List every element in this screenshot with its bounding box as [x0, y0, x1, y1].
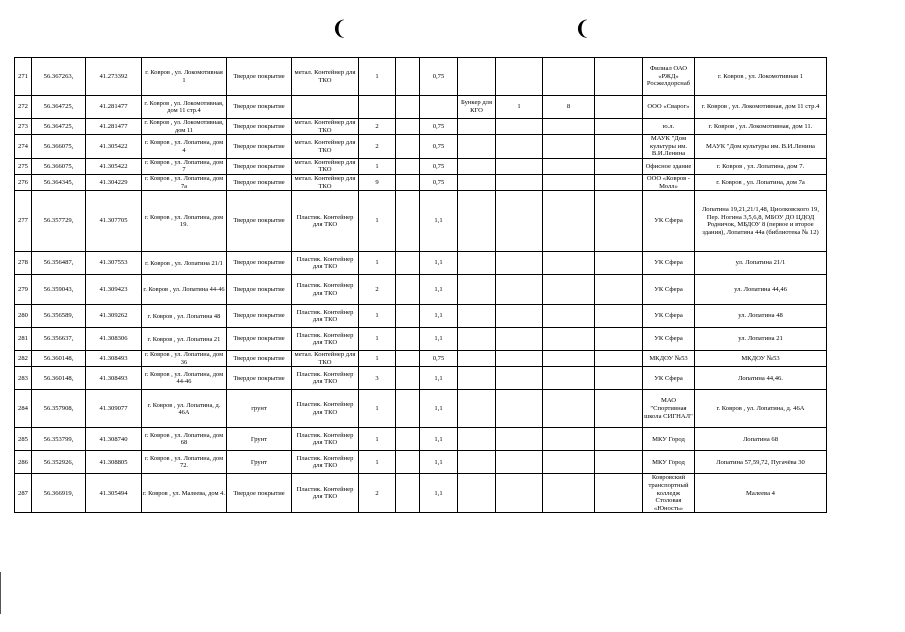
- row-number: 272: [15, 96, 32, 119]
- bunker-type-cell: [458, 191, 496, 252]
- waste-source-cell: МКДОУ №53: [695, 351, 827, 367]
- row-number: 273: [15, 119, 32, 135]
- bunker-volume-cell: [543, 351, 595, 367]
- address-cell: г. Ковров , ул. Локомотивная, дом 11 стр.4: [142, 96, 227, 119]
- bunker-type-cell: [458, 474, 496, 513]
- row-number: 277: [15, 191, 32, 252]
- latitude-cell: 56.367263,: [32, 58, 86, 96]
- empty-cell: [595, 474, 643, 513]
- table-row: [15, 451, 827, 474]
- container-volume-cell: 1,1: [420, 474, 458, 513]
- waste-source-cell: г. Ковров , ул. Локомотивная, дом 11 стр.4: [695, 96, 827, 119]
- waste-source-cell: г. Ковров , ул. Лопатина, д. 46А: [695, 390, 827, 428]
- owner-cell: Офисное здание: [643, 158, 695, 174]
- longitude-cell: 41.307553: [86, 252, 142, 275]
- owner-cell: УК Сфера: [643, 367, 695, 390]
- container-count-cell: 2: [359, 119, 396, 135]
- owner-cell: МКУ Город: [643, 451, 695, 474]
- bunker-volume-cell: [543, 119, 595, 135]
- bunker-count-cell: [496, 428, 543, 451]
- table-row: [15, 135, 827, 159]
- address-cell: г. Ковров , ул. Лопатина, дом 7: [142, 158, 227, 174]
- bunker-volume-cell: [543, 367, 595, 390]
- owner-cell: УК Сфера: [643, 328, 695, 351]
- surface-cell: Грунт: [227, 451, 292, 474]
- bunker-count-cell: [496, 119, 543, 135]
- latitude-cell: 56.357729,: [32, 191, 86, 252]
- row-number: 276: [15, 175, 32, 191]
- container-volume-cell: 0,75: [420, 158, 458, 174]
- owner-cell: МАУК "Дом культуры им. В.И.Ленина: [643, 135, 695, 159]
- container-volume-cell: 1,1: [420, 305, 458, 328]
- address-cell: г. Ковров , ул. Лопатина, дом 36: [142, 351, 227, 367]
- bunker-type-cell: [458, 351, 496, 367]
- empty-cell: [595, 191, 643, 252]
- longitude-cell: 41.309262: [86, 305, 142, 328]
- empty-cell: [595, 96, 643, 119]
- empty-cell: [396, 119, 420, 135]
- empty-cell: [396, 390, 420, 428]
- container-type-cell: Пластик. Контейнер для ТКО: [292, 451, 359, 474]
- empty-cell: [396, 474, 420, 513]
- latitude-cell: 56.366075,: [32, 135, 86, 159]
- container-volume-cell: 0,75: [420, 135, 458, 159]
- latitude-cell: 56.360148,: [32, 351, 86, 367]
- container-type-cell: метал. Контейнер для ТКО: [292, 351, 359, 367]
- table-row: [15, 175, 827, 191]
- container-count-cell: 3: [359, 367, 396, 390]
- row-number: 286: [15, 451, 32, 474]
- surface-cell: грунт: [227, 390, 292, 428]
- latitude-cell: 56.357908,: [32, 390, 86, 428]
- waste-source-cell: ул. Лопатина 21/1: [695, 252, 827, 275]
- address-cell: г. Ковров , ул. Лопатина, дом 44-46: [142, 367, 227, 390]
- container-count-cell: 1: [359, 58, 396, 96]
- empty-cell: [595, 305, 643, 328]
- container-count-cell: 1: [359, 351, 396, 367]
- container-volume-cell: 0,75: [420, 119, 458, 135]
- bunker-count-cell: [496, 135, 543, 159]
- container-count-cell: 1: [359, 191, 396, 252]
- container-volume-cell: 1,1: [420, 428, 458, 451]
- longitude-cell: 41.281477: [86, 96, 142, 119]
- longitude-cell: 41.308493: [86, 367, 142, 390]
- bunker-count-cell: [496, 158, 543, 174]
- table-row: [15, 275, 827, 305]
- bunker-count-cell: [496, 175, 543, 191]
- waste-source-cell: Лопатина 44,46.: [695, 367, 827, 390]
- empty-cell: [595, 367, 643, 390]
- longitude-cell: 41.308493: [86, 351, 142, 367]
- bunker-volume-cell: [543, 135, 595, 159]
- empty-cell: [595, 252, 643, 275]
- waste-site-register-table: [14, 57, 827, 513]
- table-row: [15, 328, 827, 351]
- container-type-cell: Пластик. Контейнер для ТКО: [292, 367, 359, 390]
- bunker-count-cell: [496, 305, 543, 328]
- latitude-cell: 56.366075,: [32, 158, 86, 174]
- bunker-count-cell: [496, 191, 543, 252]
- bunker-volume-cell: [543, 428, 595, 451]
- table-row: [15, 119, 827, 135]
- owner-cell: МКДОУ №53: [643, 351, 695, 367]
- empty-cell: [396, 191, 420, 252]
- surface-cell: Твердое покрытие: [227, 275, 292, 305]
- bunker-type-cell: [458, 175, 496, 191]
- table-row: [15, 367, 827, 390]
- surface-cell: Твердое покрытие: [227, 474, 292, 513]
- owner-cell: ООО «Ковров - Молл»: [643, 175, 695, 191]
- bunker-volume-cell: [543, 175, 595, 191]
- surface-cell: Твердое покрытие: [227, 96, 292, 119]
- row-number: 279: [15, 275, 32, 305]
- longitude-cell: 41.307705: [86, 191, 142, 252]
- container-count-cell: 1: [359, 252, 396, 275]
- empty-cell: [396, 275, 420, 305]
- longitude-cell: 41.308740: [86, 428, 142, 451]
- bunker-type-cell: [458, 252, 496, 275]
- bunker-count-cell: [496, 275, 543, 305]
- container-type-cell: метал. Контейнер для ТКО: [292, 58, 359, 96]
- container-count-cell: 2: [359, 474, 396, 513]
- waste-source-cell: Малеева 4: [695, 474, 827, 513]
- container-type-cell: метал. Контейнер для ТКО: [292, 175, 359, 191]
- waste-source-cell: г. Ковров , ул. Локомотивная, дом 11.: [695, 119, 827, 135]
- container-volume-cell: 1,1: [420, 451, 458, 474]
- container-count-cell: 1: [359, 305, 396, 328]
- container-type-cell: Пластик. Контейнер для ТКО: [292, 328, 359, 351]
- container-type-cell: метал. Контейнер для ТКО: [292, 135, 359, 159]
- latitude-cell: 56.356637,: [32, 328, 86, 351]
- bunker-volume-cell: [543, 252, 595, 275]
- container-count-cell: 1: [359, 390, 396, 428]
- waste-source-cell: Лопатина 57,59,72, Пугачёва 30: [695, 451, 827, 474]
- container-count-cell: 1: [359, 158, 396, 174]
- row-number: 282: [15, 351, 32, 367]
- address-cell: г. Ковров , ул. Лопатина, дом 4: [142, 135, 227, 159]
- bunker-volume-cell: [543, 58, 595, 96]
- owner-cell: Филиал ОАО «РЖД» Росжелдорснаб: [643, 58, 695, 96]
- table-row: [15, 252, 827, 275]
- latitude-cell: 56.356589,: [32, 305, 86, 328]
- address-cell: г. Ковров , ул. Лопатина, дом 7а: [142, 175, 227, 191]
- scan-edge-line: [0, 572, 1, 614]
- address-cell: г. Ковров , ул. Локомотивная 1: [142, 58, 227, 96]
- bunker-count-cell: [496, 328, 543, 351]
- address-cell: г. Ковров , ул. Лопатина, дом 68: [142, 428, 227, 451]
- container-type-cell: метал. Контейнер для ТКО: [292, 119, 359, 135]
- empty-cell: [396, 135, 420, 159]
- container-volume-cell: 0,75: [420, 175, 458, 191]
- waste-source-cell: ул. Лопатина 44,46: [695, 275, 827, 305]
- bunker-type-cell: [458, 58, 496, 96]
- table-row: [15, 96, 827, 119]
- bunker-volume-cell: [543, 158, 595, 174]
- empty-cell: [396, 451, 420, 474]
- bunker-count-cell: [496, 367, 543, 390]
- waste-source-cell: г. Ковров , ул. Локомотивная 1: [695, 58, 827, 96]
- empty-cell: [396, 58, 420, 96]
- waste-source-cell: Лопатина 68: [695, 428, 827, 451]
- longitude-cell: 41.308306: [86, 328, 142, 351]
- latitude-cell: 56.356487,: [32, 252, 86, 275]
- container-count-cell: 1: [359, 328, 396, 351]
- address-cell: г. Ковров , ул. Лопатина 44-46: [142, 275, 227, 305]
- bunker-count-cell: [496, 474, 543, 513]
- surface-cell: Твердое покрытие: [227, 252, 292, 275]
- table-row: [15, 158, 827, 174]
- container-count-cell: 1: [359, 451, 396, 474]
- container-volume-cell: 1,1: [420, 275, 458, 305]
- bunker-count-cell: 1: [496, 96, 543, 119]
- empty-cell: [396, 96, 420, 119]
- bunker-type-cell: [458, 305, 496, 328]
- latitude-cell: 56.353799,: [32, 428, 86, 451]
- empty-cell: [595, 135, 643, 159]
- surface-cell: Твердое покрытие: [227, 119, 292, 135]
- waste-source-cell: г. Ковров , ул. Лопатина, дом 7а: [695, 175, 827, 191]
- row-number: 285: [15, 428, 32, 451]
- bunker-count-cell: [496, 390, 543, 428]
- longitude-cell: 41.281477: [86, 119, 142, 135]
- container-type-cell: [292, 96, 359, 119]
- waste-source-cell: г. Ковров , ул. Лопатина, дом 7.: [695, 158, 827, 174]
- surface-cell: Твердое покрытие: [227, 367, 292, 390]
- empty-cell: [396, 305, 420, 328]
- container-count-cell: 2: [359, 275, 396, 305]
- address-cell: г. Ковров , ул. Лопатина, д. 46А: [142, 390, 227, 428]
- empty-cell: [396, 252, 420, 275]
- address-cell: г. Ковров , ул. Малеева, дом 4.: [142, 474, 227, 513]
- bunker-type-cell: [458, 367, 496, 390]
- surface-cell: Твердое покрытие: [227, 305, 292, 328]
- empty-cell: [396, 158, 420, 174]
- row-number: 281: [15, 328, 32, 351]
- row-number: 271: [15, 58, 32, 96]
- longitude-cell: 41.309077: [86, 390, 142, 428]
- surface-cell: Твердое покрытие: [227, 158, 292, 174]
- longitude-cell: 41.305422: [86, 158, 142, 174]
- punch-mark-left: ❨: [331, 16, 348, 40]
- container-type-cell: Пластик. Контейнер для ТКО: [292, 390, 359, 428]
- bunker-count-cell: [496, 58, 543, 96]
- empty-cell: [595, 158, 643, 174]
- empty-cell: [595, 328, 643, 351]
- latitude-cell: 56.352926,: [32, 451, 86, 474]
- surface-cell: Твердое покрытие: [227, 58, 292, 96]
- container-volume-cell: 0,75: [420, 58, 458, 96]
- bunker-type-cell: [458, 158, 496, 174]
- table-row: [15, 474, 827, 513]
- bunker-count-cell: [496, 451, 543, 474]
- empty-cell: [396, 428, 420, 451]
- container-type-cell: метал. Контейнер для ТКО: [292, 158, 359, 174]
- bunker-volume-cell: [543, 451, 595, 474]
- waste-source-cell: Лопатина 19,21,21/1,48, Циолковского 19, Пер. Ногина 3,5,6,8, МБОУ ДО ЦДОД Родничок, МБДОУ 8 (первое и второе здания), Лопатина 44а (библиотека № 12): [695, 191, 827, 252]
- row-number: 280: [15, 305, 32, 328]
- bunker-type-cell: [458, 328, 496, 351]
- container-count-cell: [359, 96, 396, 119]
- empty-cell: [595, 275, 643, 305]
- container-type-cell: Пластик. Контейнер для ТКО: [292, 275, 359, 305]
- surface-cell: Твердое покрытие: [227, 351, 292, 367]
- table-row: [15, 58, 827, 96]
- owner-cell: ю.л.: [643, 119, 695, 135]
- latitude-cell: 56.366919,: [32, 474, 86, 513]
- latitude-cell: 56.364345,: [32, 175, 86, 191]
- waste-source-cell: ул. Лопатина 48: [695, 305, 827, 328]
- address-cell: г. Ковров , ул. Лопатина, дом 72.: [142, 451, 227, 474]
- longitude-cell: 41.304229: [86, 175, 142, 191]
- bunker-type-cell: [458, 451, 496, 474]
- bunker-type-cell: [458, 135, 496, 159]
- container-count-cell: 1: [359, 428, 396, 451]
- container-volume-cell: 1,1: [420, 390, 458, 428]
- longitude-cell: 41.273392: [86, 58, 142, 96]
- empty-cell: [595, 58, 643, 96]
- container-type-cell: Пластик. Контейнер для ТКО: [292, 428, 359, 451]
- empty-cell: [595, 428, 643, 451]
- container-type-cell: Пластик. Контейнер для ТКО: [292, 474, 359, 513]
- empty-cell: [396, 351, 420, 367]
- empty-cell: [396, 328, 420, 351]
- row-number: 275: [15, 158, 32, 174]
- bunker-count-cell: [496, 351, 543, 367]
- bunker-count-cell: [496, 252, 543, 275]
- latitude-cell: 56.364725,: [32, 96, 86, 119]
- surface-cell: Твердое покрытие: [227, 328, 292, 351]
- container-volume-cell: 1,1: [420, 367, 458, 390]
- surface-cell: Грунт: [227, 428, 292, 451]
- punch-mark-right: ❨: [574, 16, 591, 40]
- longitude-cell: 41.308805: [86, 451, 142, 474]
- owner-cell: УК Сфера: [643, 252, 695, 275]
- bunker-volume-cell: [543, 390, 595, 428]
- empty-cell: [396, 175, 420, 191]
- bunker-volume-cell: [543, 275, 595, 305]
- bunker-volume-cell: [543, 305, 595, 328]
- bunker-volume-cell: [543, 191, 595, 252]
- latitude-cell: 56.364725,: [32, 119, 86, 135]
- address-cell: г. Ковров , ул. Лопатина 21: [142, 328, 227, 351]
- empty-cell: [595, 119, 643, 135]
- container-count-cell: 2: [359, 135, 396, 159]
- longitude-cell: 41.309423: [86, 275, 142, 305]
- row-number: 278: [15, 252, 32, 275]
- bunker-volume-cell: 8: [543, 96, 595, 119]
- row-number: 274: [15, 135, 32, 159]
- address-cell: г. Ковров , ул. Лопатина 21/1: [142, 252, 227, 275]
- address-cell: г. Ковров , ул. Локомотивная, дом 11: [142, 119, 227, 135]
- container-volume-cell: [420, 96, 458, 119]
- latitude-cell: 56.360148,: [32, 367, 86, 390]
- row-number: 287: [15, 474, 32, 513]
- surface-cell: Твердое покрытие: [227, 175, 292, 191]
- surface-cell: Твердое покрытие: [227, 135, 292, 159]
- table-row: [15, 428, 827, 451]
- owner-cell: УК Сфера: [643, 275, 695, 305]
- bunker-volume-cell: [543, 474, 595, 513]
- container-volume-cell: 1,1: [420, 328, 458, 351]
- owner-cell: Ковровский транспортный колледж Столовая «Юность»: [643, 474, 695, 513]
- bunker-type-cell: Бункер для КГО: [458, 96, 496, 119]
- bunker-volume-cell: [543, 328, 595, 351]
- waste-source-cell: МАУК "Дом культуры им. В.И.Ленина: [695, 135, 827, 159]
- address-cell: г. Ковров , ул. Лопатина, дом 19.: [142, 191, 227, 252]
- empty-cell: [595, 175, 643, 191]
- container-volume-cell: 1,1: [420, 191, 458, 252]
- row-number: 284: [15, 390, 32, 428]
- table-row: [15, 351, 827, 367]
- bunker-type-cell: [458, 390, 496, 428]
- owner-cell: МАО "Спортивная школа СИГНАЛ": [643, 390, 695, 428]
- bunker-type-cell: [458, 275, 496, 305]
- latitude-cell: 56.359043,: [32, 275, 86, 305]
- empty-cell: [595, 451, 643, 474]
- surface-cell: Твердое покрытие: [227, 191, 292, 252]
- container-type-cell: Пластик. Контейнер для ТКО: [292, 252, 359, 275]
- empty-cell: [595, 390, 643, 428]
- row-number: 283: [15, 367, 32, 390]
- owner-cell: УК Сфера: [643, 305, 695, 328]
- table-row: [15, 305, 827, 328]
- longitude-cell: 41.305422: [86, 135, 142, 159]
- container-volume-cell: 0,75: [420, 351, 458, 367]
- table-row: [15, 390, 827, 428]
- bunker-type-cell: [458, 428, 496, 451]
- container-count-cell: 9: [359, 175, 396, 191]
- waste-source-cell: ул. Лопатина 21: [695, 328, 827, 351]
- container-volume-cell: 1,1: [420, 252, 458, 275]
- owner-cell: УК Сфера: [643, 191, 695, 252]
- empty-cell: [396, 367, 420, 390]
- address-cell: г. Ковров , ул. Лопатина 48: [142, 305, 227, 328]
- empty-cell: [595, 351, 643, 367]
- longitude-cell: 41.305494: [86, 474, 142, 513]
- container-type-cell: Пластик. Контейнер для ТКО: [292, 191, 359, 252]
- owner-cell: ООО «Сварог»: [643, 96, 695, 119]
- owner-cell: МКУ Город: [643, 428, 695, 451]
- bunker-type-cell: [458, 119, 496, 135]
- container-type-cell: Пластик. Контейнер для ТКО: [292, 305, 359, 328]
- table-row: [15, 191, 827, 252]
